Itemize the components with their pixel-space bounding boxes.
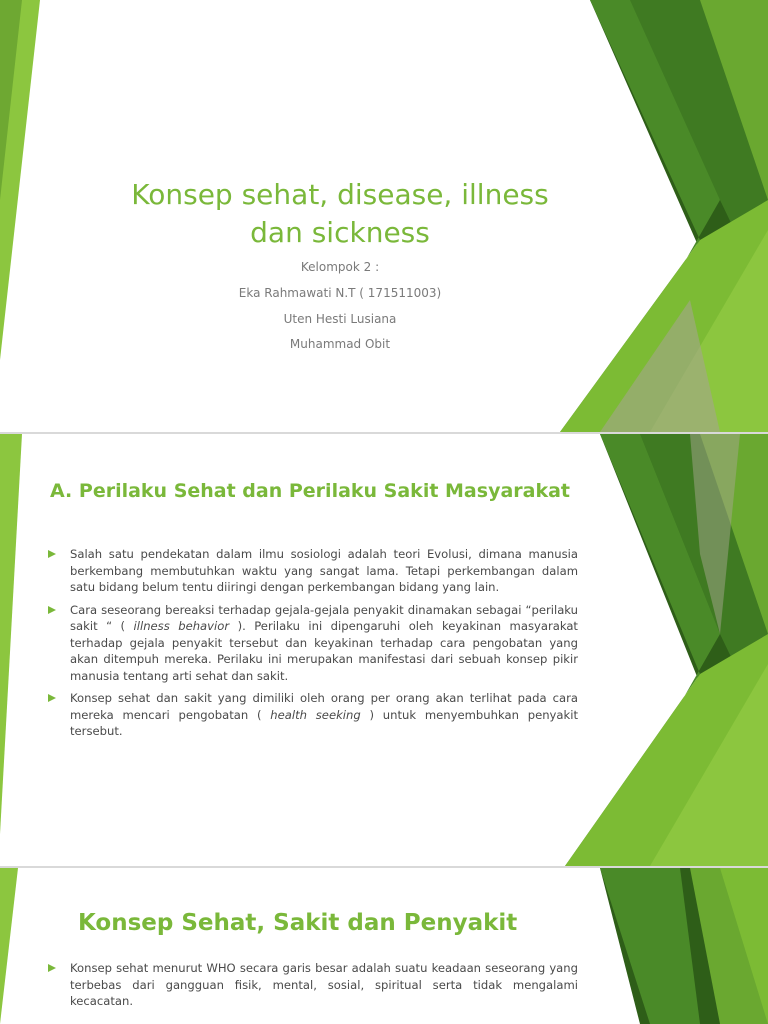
bullet-arrow-icon [48, 694, 56, 702]
member-name: Eka Rahmawati N.T ( 171511003) [238, 286, 442, 300]
list-item: Salah satu pendekatan dalam ilmu sosiologi adalah teori Evolusi, dimana manusia berkembang membutuhkan waktu yang sangat lama. Tetapi perkembangan dalam satu bidang belum tentu diiringi dengan perkembangan bidang yang lain. [48, 546, 578, 596]
bullet-arrow-icon [48, 964, 56, 972]
content-slide [0, 434, 768, 866]
bullet-arrow-icon [48, 606, 56, 614]
section-heading: Konsep Sehat, Sakit dan Penyakit [78, 910, 518, 936]
title-slide [0, 0, 768, 432]
group-label: Kelompok 2 : [300, 260, 380, 274]
list-item: Konsep sehat dan sakit yang dimiliki oleh orang per orang akan terlihat pada cara mereka mencari pengobatan ( health seeking ) untuk menyembuhkan penyakit tersebut. [48, 690, 578, 740]
list-item: Cara seseorang bereaksi terhadap gejala-gejala penyakit dinamakan sebagai “perilaku sakit “ ( illness behavior ). Perilaku ini dipengaruhi oleh keyakinan masyarakat terhadap gejala penyakit tersebut dan keyakinan terhadap cara pengobatan yang akan ditempuh mereka. Perilaku ini merupakan manifestasi dari sebuah konsep pikir manusia tentang arti sehat dan sakit. [48, 602, 578, 685]
content-slide [0, 868, 768, 1024]
member-name: Muhammad Obit [289, 337, 391, 351]
page-title: Konsep sehat, disease, illness dan sickness [131, 178, 549, 249]
member-name: Uten Hesti Lusiana [283, 312, 397, 326]
bullet-arrow-icon [48, 550, 56, 558]
section-heading: A. Perilaku Sehat dan Perilaku Sakit Masyarakat [50, 480, 571, 502]
bullet-list [48, 546, 578, 746]
bullet-list [48, 960, 578, 1016]
list-item: Konsep sehat menurut WHO secara garis besar adalah suatu keadaan seseorang yang terbebas dari gangguan fisik, mental, sosial, spiritual serta tidak mengalami kecacatan. [48, 960, 578, 1010]
